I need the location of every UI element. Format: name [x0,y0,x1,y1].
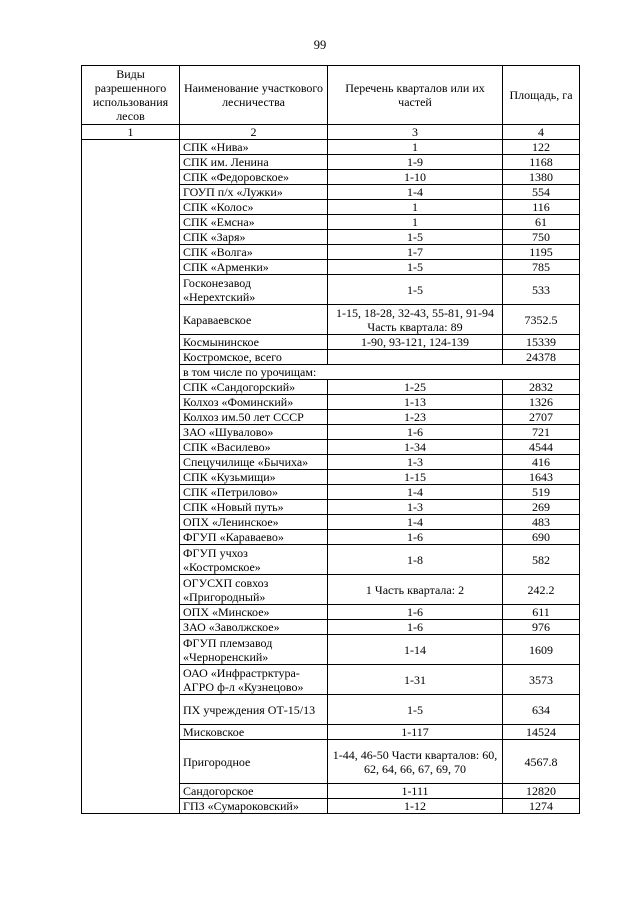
area-cell: 24378 [503,350,580,365]
quarters-cell: 1-7 [328,245,503,260]
area-cell: 4544 [503,440,580,455]
header-area: Площадь, га [503,66,580,125]
forestry-name-cell: СПК «Сандогорский» [180,380,328,395]
forestry-name-cell: Костромское, всего [180,350,328,365]
forestry-name-cell: ЗАО «Шувалово» [180,425,328,440]
area-cell: 554 [503,185,580,200]
area-cell: 1609 [503,635,580,665]
quarters-cell: 1-23 [328,410,503,425]
quarters-cell: 1-9 [328,155,503,170]
area-cell: 1168 [503,155,580,170]
forestry-name-cell: Мисковское [180,725,328,740]
forestry-name-cell: СПК «Нива» [180,140,328,155]
area-cell: 7352.5 [503,305,580,335]
quarters-cell: 1 Часть квартала: 2 [328,575,503,605]
forestry-name-cell: ОПХ «Минское» [180,605,328,620]
header-forestry-name: Наименование участкового лесничества [180,66,328,125]
quarters-cell: 1-6 [328,605,503,620]
forestry-name-cell: СПК «Колос» [180,200,328,215]
forestry-name-cell: ОГУСХП совхоз «Пригородный» [180,575,328,605]
quarters-cell: 1-15, 18-28, 32-43, 55-81, 91-94 Часть квартала: 89 [328,305,503,335]
quarters-cell: 1-3 [328,455,503,470]
column-number: 2 [180,125,328,140]
quarters-cell: 1-15 [328,470,503,485]
forestry-name-cell: Госконезавод «Нерехтский» [180,275,328,305]
quarters-cell: 1-111 [328,784,503,799]
area-cell: 634 [503,695,580,725]
quarters-cell: 1-12 [328,799,503,814]
forestry-name-cell: СПК им. Ленина [180,155,328,170]
forestry-name-cell: ЗАО «Заволжское» [180,620,328,635]
area-cell: 690 [503,530,580,545]
quarters-cell: 1-6 [328,425,503,440]
quarters-cell: 1-5 [328,275,503,305]
quarters-cell: 1-4 [328,485,503,500]
area-cell: 269 [503,500,580,515]
area-cell: 1643 [503,470,580,485]
area-cell: 2707 [503,410,580,425]
forestry-name-cell: ОАО «Инфрастрктура-АГРО ф-л «Кузнецово» [180,665,328,695]
forestry-name-cell: Спецучилище «Бычиха» [180,455,328,470]
area-cell: 1326 [503,395,580,410]
area-cell: 12820 [503,784,580,799]
subheading-cell: в том числе по урочищам: [180,365,580,380]
table-row [82,140,580,155]
forestry-name-cell: СПК «Емсна» [180,215,328,230]
quarters-cell: 1-5 [328,260,503,275]
forestry-name-cell: ФГУП учхоз «Костромское» [180,545,328,575]
quarters-cell: 1 [328,200,503,215]
quarters-cell [328,350,503,365]
quarters-cell: 1-10 [328,170,503,185]
quarters-cell: 1-3 [328,500,503,515]
forestry-name-cell: ОПХ «Ленинское» [180,515,328,530]
use-type-cell [82,140,180,814]
area-cell: 582 [503,545,580,575]
quarters-cell: 1-5 [328,695,503,725]
area-cell: 14524 [503,725,580,740]
area-cell: 242.2 [503,575,580,605]
header-quarters-list: Перечень кварталов или их частей [328,66,503,125]
quarters-cell: 1-6 [328,620,503,635]
forestry-name-cell: СПК «Новый путь» [180,500,328,515]
quarters-cell: 1-25 [328,380,503,395]
forestry-name-cell: ГОУП п/х «Лужки» [180,185,328,200]
column-number: 1 [82,125,180,140]
forestry-name-cell: ФГУП племзавод «Черноpенский» [180,635,328,665]
forestry-name-cell: Караваевское [180,305,328,335]
forestry-name-cell: СПК «Василево» [180,440,328,455]
area-cell: 1195 [503,245,580,260]
quarters-cell: 1-34 [328,440,503,455]
forest-use-table [81,65,580,814]
area-cell: 122 [503,140,580,155]
area-cell: 1380 [503,170,580,185]
forestry-name-cell: Пригородное [180,740,328,784]
area-cell: 15339 [503,335,580,350]
forestry-name-cell: СПК «Заря» [180,230,328,245]
quarters-cell: 1 [328,140,503,155]
forestry-name-cell: Колхоз «Фоминский» [180,395,328,410]
area-cell: 976 [503,620,580,635]
forestry-name-cell: ГПЗ «Сумароковский» [180,799,328,814]
column-number-row [82,125,580,140]
area-cell: 785 [503,260,580,275]
quarters-cell: 1 [328,215,503,230]
area-cell: 483 [503,515,580,530]
column-number: 4 [503,125,580,140]
column-number: 3 [328,125,503,140]
quarters-cell: 1-31 [328,665,503,695]
area-cell: 116 [503,200,580,215]
quarters-cell: 1-14 [328,635,503,665]
page-number: 99 [313,38,327,52]
area-cell: 416 [503,455,580,470]
forestry-name-cell: Космынинское [180,335,328,350]
quarters-cell: 1-44, 46-50 Части кварталов: 60, 62, 64, 66, 67, 69, 70 [328,740,503,784]
quarters-cell: 1-4 [328,515,503,530]
quarters-cell: 1-8 [328,545,503,575]
quarters-cell: 1-5 [328,230,503,245]
forestry-name-cell: СПК «Кузьмищи» [180,470,328,485]
area-cell: 2832 [503,380,580,395]
forestry-name-cell: СПК «Волга» [180,245,328,260]
area-cell: 3573 [503,665,580,695]
forestry-name-cell: ФГУП «Караваево» [180,530,328,545]
table-header-row [82,66,580,125]
area-cell: 61 [503,215,580,230]
forestry-name-cell: Колхоз им.50 лет СССР [180,410,328,425]
table-body [82,140,580,814]
quarters-cell: 1-4 [328,185,503,200]
header-use-type: Виды разрешенного использования лесов [82,66,180,125]
quarters-cell: 1-117 [328,725,503,740]
area-cell: 611 [503,605,580,620]
quarters-cell: 1-6 [328,530,503,545]
quarters-cell: 1-13 [328,395,503,410]
area-cell: 1274 [503,799,580,814]
forestry-name-cell: Сандогорское [180,784,328,799]
forestry-name-cell: СПК «Петрилово» [180,485,328,500]
area-cell: 721 [503,425,580,440]
area-cell: 750 [503,230,580,245]
forestry-name-cell: ПХ учреждения ОТ-15/13 [180,695,328,725]
quarters-cell: 1-90, 93-121, 124-139 [328,335,503,350]
area-cell: 4567.8 [503,740,580,784]
forestry-name-cell: СПК «Арменки» [180,260,328,275]
area-cell: 519 [503,485,580,500]
forestry-name-cell: СПК «Федоровское» [180,170,328,185]
area-cell: 533 [503,275,580,305]
